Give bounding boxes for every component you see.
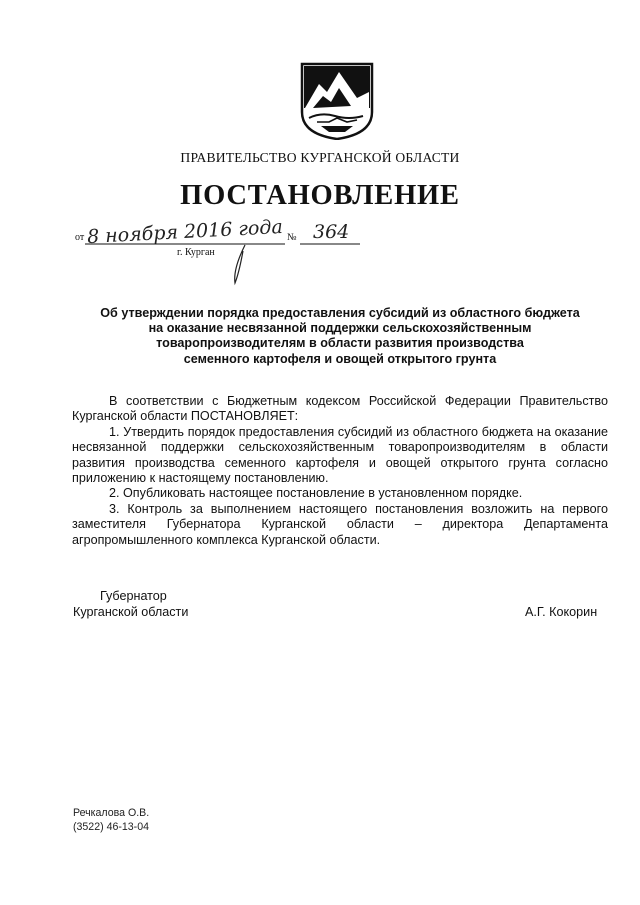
heading-line: семенного картофеля и овощей открытого грунта [183,351,497,366]
executor-phone: (3522) 46-13-04 [73,821,149,833]
preamble-paragraph: В соответствии с Бюджетным кодексом Российской Федерации Правительство Курганской области ПОСТАНОВЛЯЕТ: [72,394,608,424]
number-underline [300,243,360,251]
date-prefix: от [75,232,85,243]
coat-of-arms-emblem [299,62,375,140]
document-title: ПОСТАНОВЛЕНИЕ [180,180,460,211]
government-name: ПРАВИТЕЛЬСТВО КУРГАНСКОЙ ОБЛАСТИ [180,150,460,165]
document-body [72,394,608,548]
signatory-name: А.Г. Кокорин [525,605,598,619]
document-heading [70,306,610,367]
handwritten-date: 8 ноября 2016 года [86,215,284,249]
number-prefix: № [287,232,297,243]
heading-line: на оказание несвязанной поддержки сельскохозяйственным [148,321,532,336]
handwritten-number: 364 [313,221,350,243]
heading-line: товаропроизводителям в области развития производства [156,336,524,351]
item-2-paragraph: 2. Опубликовать настоящее постановление в установленном порядке. [109,486,523,501]
item-1-paragraph: 1. Утвердить порядок предоставления субсидий из областного бюджета на оказание несвязанной поддержки сельскохозяйственным товаропроизводителям в области развития производства семенного картофеля и овощей открытого грунта согласно приложению к настоящему постановлению. [72,424,608,486]
heading-line: Об утверждении порядка предоставления субсидий из областного бюджета [100,306,580,320]
date-number-block [75,215,365,285]
item-3-paragraph: 3. Контроль за выполнением настоящего постановления возложить на первого заместителя Губернатора Курганской области – директора Департамента агропромышленного комплекса Курганской области. [72,501,608,547]
signatory-position-line2: Курганской области [73,605,189,619]
executor-name: Речкалова О.В. [73,807,150,819]
city-label: г. Курган [177,247,215,258]
handwriting-stroke [225,243,255,287]
signatory-position-line1: Губернатор [100,589,167,603]
